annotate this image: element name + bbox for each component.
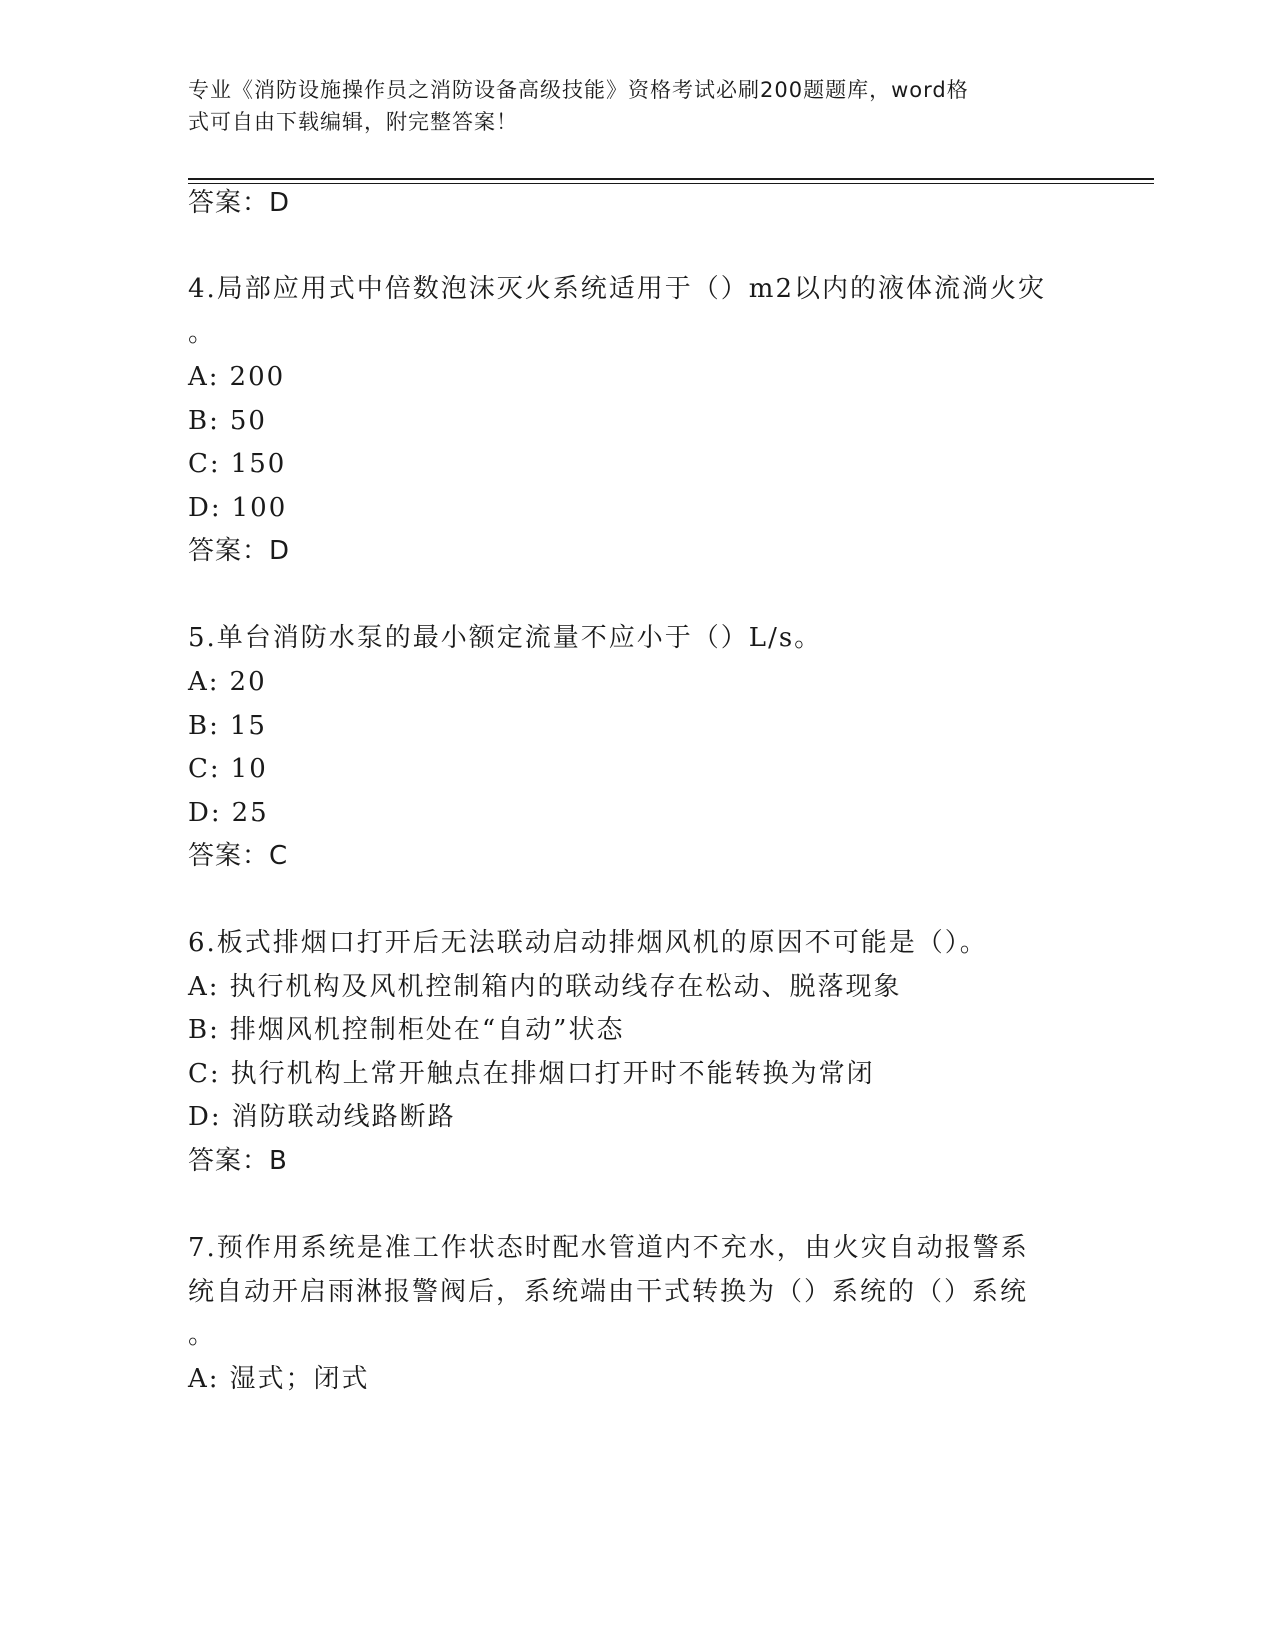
question-6-option-c	[188, 1057, 875, 1091]
option-text: 湿式；闭式	[229, 1364, 370, 1394]
option-text: 执行机构上常开触点在排烟口打开时不能转换为常闭	[230, 1059, 875, 1089]
header-divider-thin	[188, 183, 1154, 184]
document-header	[188, 74, 1068, 138]
header-line-2: 式可自由下载编辑，附完整答案！	[188, 110, 518, 134]
option-key: D:	[188, 1102, 222, 1132]
option-text: 50	[229, 406, 267, 436]
option-text: 25	[231, 798, 269, 828]
option-key: B:	[188, 711, 220, 741]
question-5-option-a	[188, 665, 267, 699]
question-6-option-a	[188, 970, 902, 1004]
option-text: 排烟风机控制柜处在“自动”状态	[229, 1015, 625, 1045]
option-key: C:	[188, 1059, 221, 1089]
option-key: C:	[188, 449, 221, 479]
question-7-option-a	[188, 1362, 370, 1396]
option-text: 20	[229, 667, 267, 697]
option-text: 100	[231, 493, 288, 523]
question-4-option-d	[188, 491, 287, 525]
question-5-answer: 答案：C	[188, 841, 289, 871]
question-4-stem-line-2: 。	[188, 318, 217, 348]
question-4-option-b	[188, 404, 267, 438]
question-6-option-d	[188, 1100, 456, 1134]
option-text: 15	[229, 711, 267, 741]
option-text: 150	[230, 449, 287, 479]
question-7-stem-line-1: 7.预作用系统是准工作状态时配水管道内不充水，由火灾自动报警系	[188, 1233, 1029, 1263]
option-key: A:	[188, 1364, 220, 1394]
question-7-stem-line-3: 。	[188, 1320, 217, 1350]
question-6-stem-line-1: 6.板式排烟口打开后无法联动启动排烟风机的原因不可能是（）。	[188, 928, 988, 958]
question-5-option-c	[188, 752, 268, 786]
question-4-option-c	[188, 447, 286, 481]
option-key: C:	[188, 754, 221, 784]
question-4-option-a	[188, 360, 285, 394]
header-divider-thick	[188, 178, 1154, 180]
question-5-option-b	[188, 709, 267, 743]
option-key: A:	[188, 667, 220, 697]
question-4-stem-line-1: 4.局部应用式中倍数泡沫灭火系统适用于（）m2以内的液体流淌火灾	[188, 274, 1047, 304]
question-7-stem-line-2: 统自动开启雨淋报警阀后，系统端由干式转换为（）系统的（）系统	[188, 1277, 1029, 1307]
question-5-stem-line-1: 5.单台消防水泵的最小额定流量不应小于（）L/s。	[188, 623, 823, 653]
option-key: D:	[188, 493, 222, 523]
option-text: 200	[229, 362, 286, 392]
option-key: D:	[188, 798, 222, 828]
option-text: 10	[230, 754, 268, 784]
option-key: B:	[188, 1015, 220, 1045]
option-key: B:	[188, 406, 220, 436]
question-6-answer: 答案：B	[188, 1146, 288, 1176]
question-6-option-b	[188, 1013, 624, 1047]
option-text: 执行机构及风机控制箱内的联动线存在松动、脱落现象	[229, 972, 902, 1002]
option-text: 消防联动线路断路	[231, 1102, 456, 1132]
option-key: A:	[188, 362, 220, 392]
question-5-option-d	[188, 796, 269, 830]
option-key: A:	[188, 972, 220, 1002]
question-4-answer: 答案：D	[188, 536, 291, 566]
header-line-1: 专业《消防设施操作员之消防设备高级技能》资格考试必刷200题题库，word格	[188, 78, 969, 102]
previous-answer: 答案：D	[188, 188, 291, 218]
